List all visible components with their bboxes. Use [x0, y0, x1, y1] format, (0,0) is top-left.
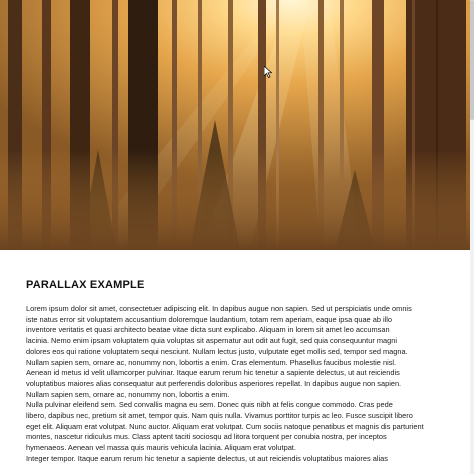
body-text-line: inventore veritatis et quasi architecto beatae vitae dicta sunt explicabo. Aliquam in lorem sit amet leo accumsan [26, 325, 390, 335]
body-text-line: Nullam sapien sem, ornare ac, nonummy non, lobortis a enim. [26, 389, 230, 399]
body-text-line: Integer tempor. Itaque earum rerum hic tenetur a sapiente delectus, ut aut reiciendis voluptatibus maiores alias [26, 453, 388, 463]
body-text-line: lacinia. Nemo enim ipsam voluptatem quia voluptas sit aspernatur aut odit aut fugit, sed quia consequuntur magni [26, 336, 397, 346]
body-text-line: Aenean id metus id velit ullamcorper pulvinar. Itaque earum rerum hic tenetur a sapiente delectus, ut aut reiciendis [26, 368, 400, 378]
section-title: PARALLAX EXAMPLE [26, 279, 145, 291]
body-text-line: Nullam sapien sem, ornare ac, nonummy non, lobortis a enim. Cras elementum. Phasellus faucibus molestie nisl. [26, 357, 397, 367]
body-text-line: libero, dapibus nec, pretium sit amet, tempor quis. Nam quis nulla. Vivamus porttitor turpis ac leo. Fusce suscipit libero [26, 411, 413, 421]
section-body-text [26, 304, 444, 465]
page-scrollbar[interactable] [470, 0, 474, 474]
body-text-line: montes, nascetur ridiculus mus. Class aptent taciti sociosqu ad litora torquent per conubia nostra, per inceptos [26, 432, 387, 442]
body-text-line: eget elit. Aliquam erat volutpat. Nunc auctor. Aliquam erat volutpat. Cum sociis natoque penatibus et magnis dis parturient [26, 421, 424, 431]
scrollbar-thumb[interactable] [470, 0, 474, 120]
body-text-line: dolores eos qui ratione voluptatem sequi nesciunt. Nullam lectus justo, vulputate eget mollis sed, tempor sed magna. [26, 346, 408, 356]
parallax-content-section [0, 250, 470, 474]
body-text-line: hymenaeos. Aenean vel massa quis mauris vehicula lacinia. Aliquam erat volutpat. [26, 443, 296, 453]
body-text-line: Nulla pulvinar eleifend sem. Sed convallis magna eu sem. Donec quis nibh at felis congue commodo. Cras pede [26, 400, 393, 410]
body-text-line: iste natus error sit voluptatem accusantium doloremque laudantium, totam rem aperiam, eaque ipsa quae ab illo [26, 314, 393, 324]
body-text-line: Lorem ipsum dolor sit amet, consectetuer adipiscing elit. In dapibus augue non sapien. Sed ut perspiciatis unde omnis [26, 304, 412, 313]
body-text-line: voluptatibus maiores alias consequatur aut perferendis doloribus asperiores repellat. In dapibus augue non sapien. [26, 378, 402, 388]
mouse-cursor-icon [264, 66, 272, 78]
